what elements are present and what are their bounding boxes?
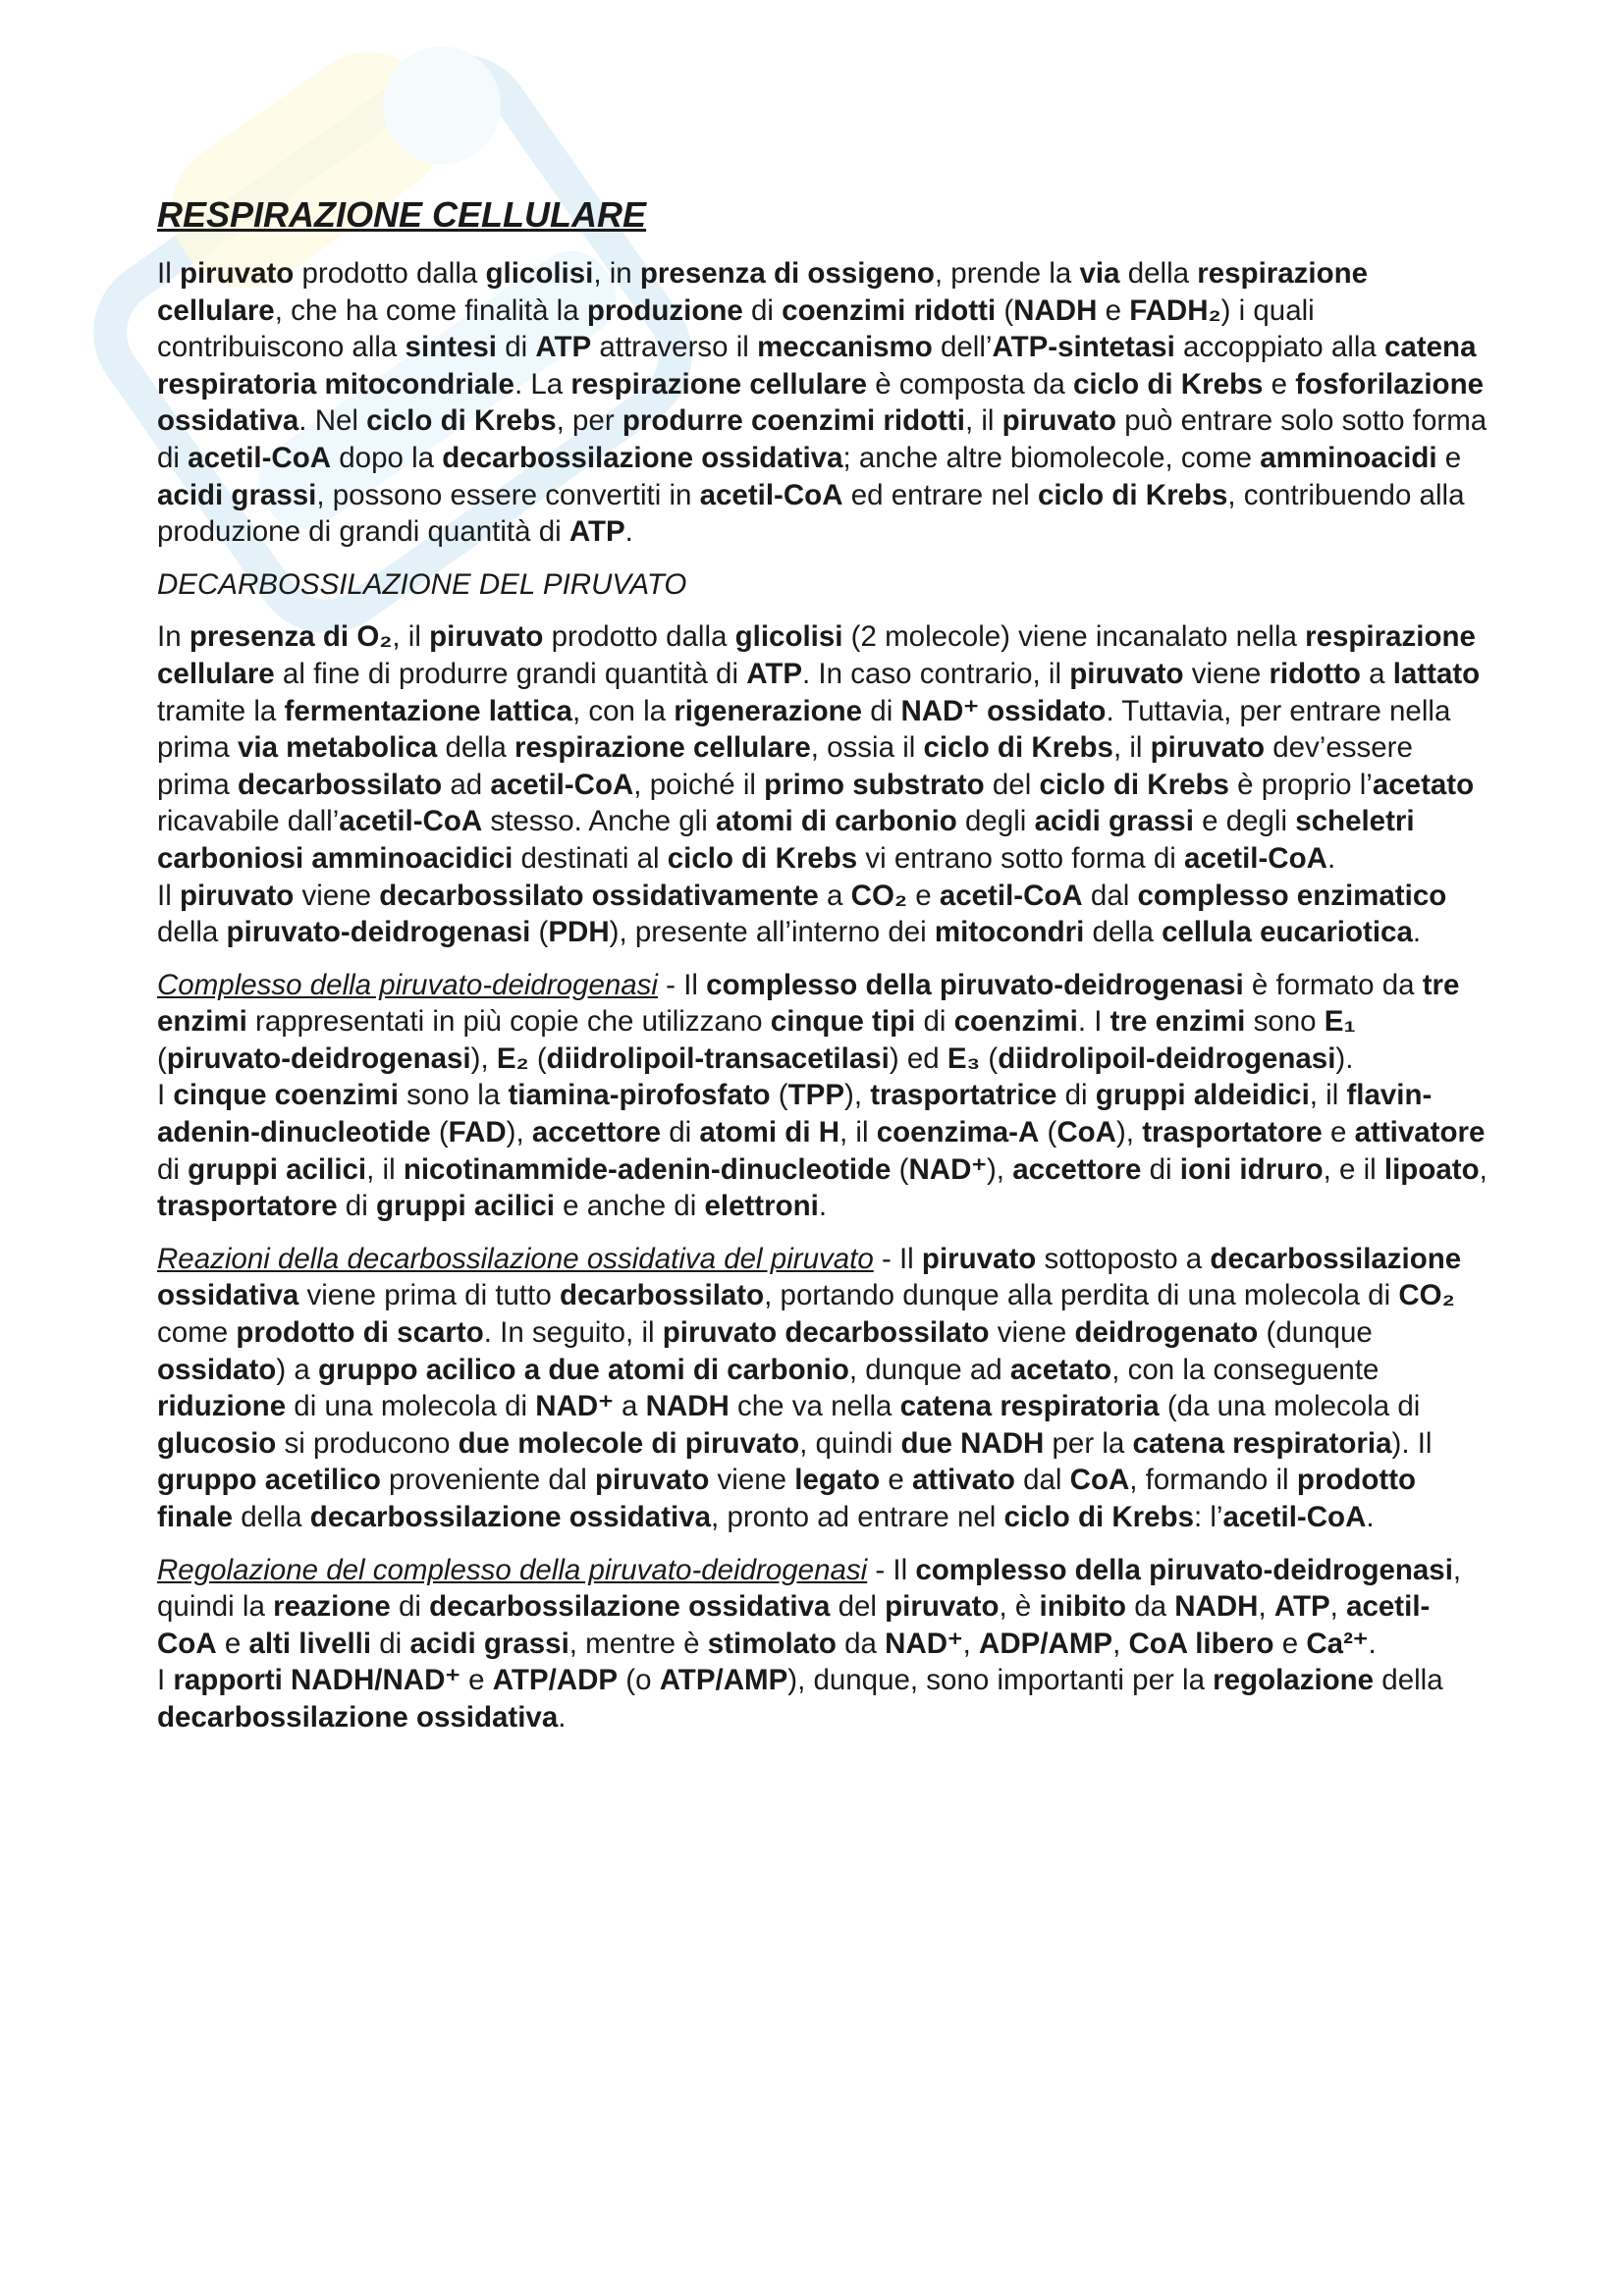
bold-term: decarbossilato ossidativamente [379,879,819,912]
bold-term: PDH [548,916,610,949]
bold-term: respirazione cellulare [514,731,811,765]
bold-term: tre enzimi [157,968,1460,1039]
bold-term: ATP/AMP [659,1664,788,1697]
bold-term: ATP [568,515,625,549]
bold-term: piruvato [429,620,544,654]
bold-term: acetil-CoA [339,805,483,838]
bold-term: due NADH [900,1426,1045,1460]
bold-term: ciclo di Krebs [1003,1501,1194,1533]
section-title: DECARBOSSILAZIONE DEL PIRUVATO [157,567,687,601]
bold-term: regolazione [1213,1664,1375,1697]
bold-term: acetil-CoA [157,1590,1431,1660]
bold-term: respirazione cellulare [157,620,1476,690]
bold-term: E₂ [496,1041,529,1075]
bold-term: trasportatore [1142,1116,1323,1149]
complesso-paragraph-2: I cinque coenzimi sono la tiamina-pirofosfato (TPP), trasportatrice di gruppi aldeidici, il flavin-adenin-dinucleotide (FAD), accettore di atomi di H, il coenzima-A (CoA), trasportatore e attivatore di gruppi acilici, il nicotinammide-adenin-dinucleotide (NAD⁺), accettore di ioni idruro, e il lipoato, trasportatore di gruppi acilici e anche di elettroni. [157,1079,1488,1223]
bold-term: coenzima-A [876,1116,1040,1149]
bold-term: decarbossilazione ossidativa [157,1700,559,1734]
bold-term: lipoato [1383,1152,1480,1186]
bold-term: glucosio [157,1426,277,1460]
bold-term: ciclo di Krebs [366,404,557,438]
bold-term: piruvato [921,1242,1037,1275]
bold-term: due molecole di piruvato [458,1426,800,1460]
bold-term: piruvato [885,1590,1000,1624]
bold-term: glicolisi [734,620,843,654]
bold-term: gruppi aldeidici [1095,1079,1310,1112]
bold-term: fermentazione lattica [284,694,572,727]
bold-term: catena respiratoria [1132,1426,1392,1460]
bold-term: atomi di carbonio [715,805,957,838]
bold-term: atomi di H [699,1116,840,1149]
bold-term: decarbossilazione ossidativa [157,1242,1462,1312]
bold-term: trasportatore [157,1190,338,1223]
reazioni-text: - Il piruvato sottoposto a decarbossilazione ossidativa viene prima di tutto decarbossilato, portando dunque alla perdita di una molecola di CO₂ come prodotto di scarto. In seguito, il piruvato decarbossilato viene deidrogenato (dunque ossidato) a gruppo acilico a due atomi di carbonio, dunque ad acetato, con la conseguente riduzione di una molecola di NAD⁺ a NADH che va nella catena respiratoria (da una molecola di glucosio si producono due molecole di piruvato, quindi due NADH per la catena respiratoria). Il gruppo acetilico proveniente dal piruvato viene legato e attivato dal CoA, formando il prodotto finale della decarbossilazione ossidativa, pronto ad entrare nel ciclo di Krebs: l’acetil-CoA. [157,1242,1462,1533]
bold-term: piruvato-deidrogenasi [166,1041,471,1075]
bold-term: respirazione cellulare [570,367,868,400]
bold-term: respirazione cellulare [157,257,1369,327]
bold-term: acetato [1009,1353,1112,1386]
bold-term: ossidato [157,1353,277,1386]
bold-term: produzione [586,294,743,327]
complesso-text-1: - Il complesso della piruvato-deidrogenasi è formato da tre enzimi rappresentati in più copie che utilizzano cinque tipi di coenzimi. I tre enzimi sono E₁ (piruvato-deidrogenasi), E₂ (diidrolipoil-transacetilasi) ed E₃ (diidrolipoil-deidrogenasi). [157,968,1460,1075]
bold-term: catena respiratoria mitocondriale [157,331,1477,400]
regolazione-heading: Regolazione del complesso della piruvato-deidrogenasi [157,1553,868,1586]
bold-term: piruvato [1150,731,1266,765]
bold-term: piruvato [179,879,295,912]
bold-term: coenzimi [953,1005,1078,1039]
bold-term: piruvato-deidrogenasi [226,916,531,949]
bold-term: cinque coenzimi [173,1079,399,1112]
bold-term: CO₂ [1398,1279,1455,1312]
bold-term: FAD [448,1116,507,1149]
bold-term: piruvato decarbossilato [662,1316,990,1350]
bold-term: ATP [746,657,803,690]
bold-term: CoA libero [1128,1627,1274,1660]
bold-term: acetil-CoA [188,441,332,474]
bold-term: Ca²⁺ [1306,1627,1369,1660]
bold-term: gruppo acilico a due atomi di carbonio [317,1353,849,1386]
bold-term: ATP [535,331,592,364]
bold-term: ciclo di Krebs [1037,478,1228,511]
bold-term: gruppo acetilico [157,1464,381,1497]
bold-term: prodotto di scarto [236,1316,484,1350]
bold-term: coenzimi ridotti [782,294,997,327]
bold-term: ADP/AMP [979,1627,1113,1660]
bold-term: piruvato [1001,404,1117,438]
bold-term: ioni idruro [1179,1152,1324,1186]
bold-term: alti livelli [248,1627,372,1660]
bold-term: catena respiratoria [899,1390,1160,1423]
bold-term: lattato [1392,657,1481,690]
bold-term: prodotto finale [157,1464,1417,1533]
bold-term: presenza di ossigeno [639,257,935,290]
bold-term: via [1079,257,1120,290]
bold-term: gruppi acilici [188,1152,367,1186]
bold-term: rapporti NADH/NAD⁺ [173,1664,460,1697]
bold-term: diidrolipoil-deidrogenasi [998,1041,1336,1075]
bold-term: sintesi [405,331,498,364]
bold-term: ciclo di Krebs [667,841,858,875]
bold-term: decarbossilazione ossidativa [442,441,843,474]
bold-term: ciclo di Krebs [1039,768,1229,801]
bold-term: trasportatrice [870,1079,1057,1112]
bold-term: elettroni [704,1190,819,1223]
bold-term: mitocondri [934,916,1085,949]
complesso-heading: Complesso della piruvato-deidrogenasi [157,968,658,1001]
bold-term: NAD⁺ [535,1390,614,1423]
bold-term: acidi grassi [1034,805,1194,838]
bold-term: CoA [1056,1116,1116,1149]
decarb-paragraph-2: Il piruvato viene decarbossilato ossidativamente a CO₂ e acetil-CoA dal complesso enzimatico della piruvato-deidrogenasi (PDH), presente all’interno dei mitocondri della cellula eucariotica. [157,879,1447,949]
bold-term: piruvato [179,257,295,290]
bold-term: tiamina-pirofosfato [508,1079,771,1112]
reazioni-heading: Reazioni della decarbossilazione ossidativa del piruvato [157,1242,874,1275]
bold-term: rigenerazione [674,694,863,727]
bold-term: complesso della piruvato-deidrogenasi [706,968,1244,1001]
bold-term: complesso enzimatico [1137,879,1447,912]
bold-term: nicotinammide-adenin-dinucleotide [403,1152,892,1186]
bold-term: decarbossilato [237,768,443,801]
bold-term: NADH [1013,294,1098,327]
bold-term: accettore [1012,1152,1142,1186]
bold-term: gruppi acilici [375,1190,555,1223]
bold-term: ridotto [1269,657,1361,690]
bold-term: E₃ [947,1041,981,1075]
bold-term: reazione [273,1590,391,1624]
bold-term: piruvato [1069,657,1184,690]
bold-term: acetil-CoA [699,478,843,511]
bold-term: tre enzimi [1109,1005,1246,1039]
bold-term: primo substrato [764,768,985,801]
bold-term: NADH [645,1390,730,1423]
bold-term: complesso della piruvato-deidrogenasi [915,1553,1453,1586]
bold-term: amminoacidi [1260,441,1437,474]
bold-term: ATP-sintetasi [992,331,1175,364]
bold-term: stimolato [707,1627,837,1660]
regolazione-paragraph-2: I rapporti NADH/NAD⁺ e ATP/ADP (o ATP/AMP), dunque, sono importanti per la regolazione della decarbossilazione ossidativa. [157,1664,1443,1734]
bold-term: acidi grassi [409,1627,569,1660]
document-content [157,192,1488,1752]
bold-term: deidrogenato [1074,1316,1259,1350]
bold-term: cellula eucariotica [1162,916,1413,949]
bold-term: ciclo di Krebs [923,731,1113,765]
bold-term: decarbossilazione ossidativa [309,1501,712,1533]
bold-term: attivatore [1354,1116,1486,1149]
bold-term: FADH₂ [1129,294,1221,327]
bold-term: TPP [787,1079,844,1112]
bold-term: riduzione [157,1390,287,1423]
bold-term: piruvato [594,1464,710,1497]
bold-term: legato [794,1464,881,1497]
bold-term: presenza di O₂ [189,620,393,654]
bold-term: via metabolica [237,731,438,765]
bold-term: NADH [1174,1590,1259,1624]
bold-term: acetil-CoA [939,879,1083,912]
bold-term: glicolisi [485,257,594,290]
bold-term: ATP/ADP [492,1664,619,1697]
bold-term: acetil-CoA [1222,1501,1367,1533]
bold-term: acetato [1372,768,1475,801]
regolazione-text-1: - Il complesso della piruvato-deidrogenasi, quindi la reazione di decarbossilazione ossidativa del piruvato, è inibito da NADH, ATP, acetil-CoA e alti livelli di acidi grassi, mentre è stimolato da NAD⁺, ADP/AMP, CoA libero e Ca²⁺. [157,1553,1462,1660]
document-title: RESPIRAZIONE CELLULARE [157,194,647,235]
bold-term: CoA [1069,1464,1130,1497]
bold-term: acetil-CoA [1184,841,1327,875]
bold-term: ATP [1273,1590,1330,1624]
regolazione-paragraph-1 [157,1552,1488,1663]
bold-term: NAD⁺ [908,1152,987,1186]
bold-term: acetil-CoA [490,768,634,801]
bold-term: meccanismo [757,331,933,364]
bold-term: E₁ [1324,1005,1356,1039]
bold-term: accettore [531,1116,662,1149]
bold-term: flavin-adenin-dinucleotide [157,1079,1433,1149]
bold-term: produrre coenzimi ridotti [622,404,965,438]
bold-term: decarbossilato [559,1279,765,1312]
bold-term: cinque tipi [770,1005,916,1039]
bold-term: acidi grassi [157,478,317,511]
bold-term: CO₂ [850,879,908,912]
intro-paragraph: Il piruvato prodotto dalla glicolisi, in presenza di ossigeno, prende la via della respirazione cellulare, che ha come finalità la produzione di coenzimi ridotti (NADH e FADH₂) i quali contribuiscono alla sintesi di ATP attraverso il meccanismo dell’ATP-sintetasi accoppiato alla catena respiratoria mitocondriale. La respirazione cellulare è composta da ciclo di Krebs e fosforilazione ossidativa. Nel ciclo di Krebs, per produrre coenzimi ridotti, il piruvato può entrare solo sotto forma di acetil-CoA dopo la decarbossilazione ossidativa; anche altre biomolecole, come amminoacidi e acidi grassi, possono essere convertiti in acetil-CoA ed entrare nel ciclo di Krebs, contribuendo alla produzione di grandi quantità di ATP. [157,257,1488,549]
reazioni-paragraph [157,1241,1488,1536]
bold-term: decarbossilazione ossidativa [429,1590,831,1624]
bold-term: fosforilazione ossidativa [157,367,1484,438]
bold-term: diidrolipoil-transacetilasi [546,1041,890,1075]
bold-term: NAD⁺ ossidato [900,694,1107,727]
bold-term: scheletri carboniosi amminoacidici [157,805,1415,875]
bold-term: inibito [1039,1590,1127,1624]
decarb-paragraph-1: In presenza di O₂, il piruvato prodotto dalla glicolisi (2 molecole) viene incanalato nella respirazione cellulare al fine di produrre grandi quantità di ATP. In caso contrario, il piruvato viene ridotto a lattato tramite la fermentazione lattica, con la rigenerazione di NAD⁺ ossidato. Tuttavia, per entrare nella prima via metabolica della respirazione cellulare, ossia il ciclo di Krebs, il piruvato dev’essere prima decarbossilato ad acetil-CoA, poiché il primo substrato del ciclo di Krebs è proprio l’acetato ricavabile dall’acetil-CoA stesso. Anche gli atomi di carbonio degli acidi grassi e degli scheletri carboniosi amminoacidici destinati al ciclo di Krebs vi entrano sotto forma di acetil-CoA. [157,620,1481,875]
complesso-paragraph-1 [157,967,1488,1078]
bold-term: NAD⁺ [885,1627,963,1660]
bold-term: ciclo di Krebs [1072,367,1264,400]
bold-term: attivato [911,1464,1015,1497]
